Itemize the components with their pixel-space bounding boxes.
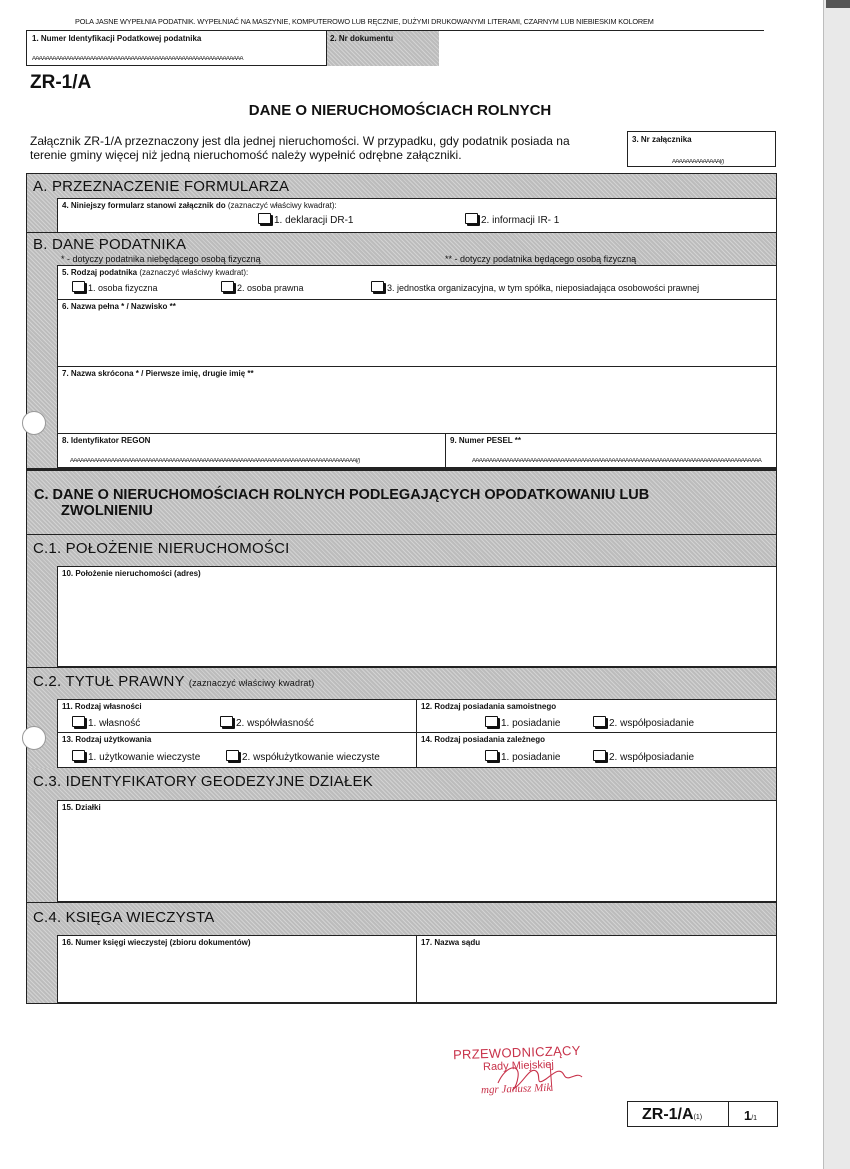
footer-code-group	[642, 1106, 702, 1124]
note-natural: ** - dotyczy podatnika będącego osobą fizyczną	[445, 254, 637, 264]
option-org-unit-label: 3. jednostka organizacyjna, w tym spółka, nieposiadająca osobowości prawnej	[387, 283, 700, 293]
option-co-ownership-label: 2. współwłasność	[236, 718, 314, 729]
field-14	[416, 732, 777, 768]
scan-mark	[826, 0, 850, 8]
option-ir1-label: 2. informacji IR- 1	[481, 215, 560, 226]
field-4	[57, 198, 777, 233]
nip-fill: AAAAAAAAAAAAAAAAAAAAAAAAAAAAAAAAAAAAAAAAAAAAAAAAAAAAAAAAAAAAAA	[32, 56, 243, 62]
signature	[490, 1057, 600, 1097]
field-9-pesel[interactable]	[445, 433, 777, 468]
section-c2-title	[33, 673, 315, 690]
field-10-location[interactable]	[57, 566, 777, 667]
field-5	[57, 265, 777, 300]
attachment-no-fill: AAAAAAAAAAAAAA(/)	[672, 159, 724, 165]
field-8-regon[interactable]	[57, 433, 446, 468]
option-co-ownership[interactable]	[220, 716, 314, 729]
field-16-land-register[interactable]	[57, 935, 417, 1003]
nip-label: 1. Numer Identyfikacji Podatkowej podatnika	[32, 34, 202, 43]
option-org-unit[interactable]	[371, 281, 699, 293]
field-9-fill: AAAAAAAAAAAAAAAAAAAAAAAAAAAAAAAAAAAAAAAAAAAAAAAAAAAAAAAAAAAAAAAAAAAAAAAAAAAAAAAAAAAAA	[472, 458, 762, 464]
option-legal-person[interactable]	[221, 281, 304, 293]
punch-hole	[22, 411, 46, 435]
option-natural-person[interactable]	[72, 281, 158, 293]
option-dr1[interactable]	[258, 213, 353, 226]
checkbox-icon[interactable]	[72, 716, 85, 727]
note-non-natural: * - dotyczy podatnika niebędącego osobą fizyczną	[61, 254, 261, 264]
footer-code: ZR-1/A	[642, 1106, 694, 1123]
footer-code-box	[627, 1101, 778, 1127]
field-9-label: 9. Numer PESEL **	[450, 436, 521, 445]
field-12	[416, 699, 777, 733]
option-natural-person-label: 1. osoba fizyczna	[88, 283, 158, 293]
field-6-name[interactable]	[57, 299, 777, 367]
option-perpetual-usufruct[interactable]	[72, 750, 200, 763]
section-a-title: A. PRZEZNACZENIE FORMULARZA	[33, 178, 290, 195]
footer-code-sub: (1)	[693, 1114, 703, 1121]
field-13	[57, 732, 417, 768]
checkbox-icon[interactable]	[221, 281, 234, 292]
section-c3-title: C.3. IDENTYFIKATORY GEODEZYJNE DZIAŁEK	[33, 773, 373, 790]
form-title: DANE O NIERUCHOMOŚCIACH ROLNYCH	[248, 102, 552, 119]
field-5-hint: (zaznaczyć właściwy kwadrat):	[139, 268, 249, 277]
section-c1-title: C.1. POŁOŻENIE NIERUCHOMOŚCI	[33, 540, 290, 557]
checkbox-icon[interactable]	[258, 213, 271, 224]
footer-page-sub: /1	[751, 1115, 758, 1122]
checkbox-icon[interactable]	[371, 281, 384, 292]
field-14-label: 14. Rodzaj posiadania zależnego	[421, 735, 546, 744]
field-13-label: 13. Rodzaj użytkowania	[62, 735, 152, 744]
field-5-label-text: 5. Rodzaj podatnika	[62, 268, 138, 277]
intro-line-1: Załącznik ZR-1/A przeznaczony jest dla jednej nieruchomości. W przypadku, gdy podatnik posiada na	[30, 134, 570, 148]
option-co-perpetual-usufruct-label: 2. współużytkowanie wieczyste	[242, 752, 380, 763]
attachment-no-label: 3. Nr załącznika	[632, 135, 692, 144]
field-4-hint: (zaznaczyć właściwy kwadrat):	[227, 201, 337, 210]
checkbox-icon[interactable]	[72, 281, 85, 292]
nip-field[interactable]	[26, 31, 326, 66]
option-ownership[interactable]	[72, 716, 140, 729]
option-possession[interactable]	[485, 716, 561, 729]
punch-hole	[22, 726, 46, 750]
field-8-fill: AAAAAAAAAAAAAAAAAAAAAAAAAAAAAAAAAAAAAAAAAAAAAAAAAAAAAAAAAAAAAAAAAAAAAAAAAAAAAAAAAAAA(/)	[70, 458, 360, 464]
field-10-label: 10. Położenie nieruchomości (adres)	[62, 569, 201, 578]
option-dependent-co-possession-label: 2. współposiadanie	[609, 752, 695, 763]
stamp-line-1: PRZEWODNICZĄCY	[452, 1042, 581, 1063]
footer-page-group	[744, 1107, 757, 1125]
field-16-label: 16. Numer księgi wieczystej (zbioru dokumentów)	[62, 938, 251, 947]
footer-divider	[728, 1102, 729, 1126]
doc-no-field	[326, 31, 439, 66]
option-possession-label: 1. posiadanie	[501, 718, 561, 729]
field-11-label: 11. Rodzaj własności	[62, 702, 142, 711]
checkbox-icon[interactable]	[220, 716, 233, 727]
checkbox-icon[interactable]	[226, 750, 239, 761]
checkbox-icon[interactable]	[72, 750, 85, 761]
field-15-label: 15. Działki	[62, 803, 101, 812]
section-c2-hint: (zaznaczyć właściwy kwadrat)	[188, 678, 315, 688]
header-note: POLA JASNE WYPEŁNIA PODATNIK. WYPEŁNIAĆ NA MASZYNIE, KOMPUTEROWO LUB RĘCZNIE, DUŻYMI DRUKOWANYMI LITERAMI, CZARNYM LUB NIEBIESKIM KOLOREM	[75, 17, 654, 26]
field-7-label: 7. Nazwa skrócona * / Pierwsze imię, drugie imię **	[62, 369, 254, 378]
checkbox-icon[interactable]	[485, 716, 498, 727]
intro-line-2: terenie gminy więcej niż jedną nieruchomość należy wypełnić odrębne załączniki.	[30, 148, 462, 162]
option-dependent-possession[interactable]	[485, 750, 561, 763]
field-17-label: 17. Nazwa sądu	[421, 938, 481, 947]
checkbox-icon[interactable]	[485, 750, 498, 761]
field-4-label-text: 4. Niniejszy formularz stanowi załącznik do	[62, 201, 226, 210]
option-legal-person-label: 2. osoba prawna	[237, 283, 304, 293]
section-c4-title: C.4. KSIĘGA WIECZYSTA	[33, 909, 215, 926]
page-edge	[823, 0, 850, 1169]
field-7-short-name[interactable]	[57, 366, 777, 434]
option-co-perpetual-usufruct[interactable]	[226, 750, 380, 763]
option-dependent-co-possession[interactable]	[593, 750, 694, 763]
option-co-possession[interactable]	[593, 716, 694, 729]
form-code: ZR-1/A	[30, 72, 92, 93]
field-12-label: 12. Rodzaj posiadania samoistnego	[421, 702, 557, 711]
option-dr1-label: 1. deklaracji DR-1	[274, 215, 354, 226]
section-c	[26, 469, 777, 535]
stamp-line-3: mgr Janusz Mik	[480, 1081, 552, 1097]
stamp-line-2: Rady Miejskiej	[482, 1058, 555, 1074]
option-perpetual-usufruct-label: 1. użytkowanie wieczyste	[88, 752, 201, 763]
checkbox-icon[interactable]	[593, 750, 606, 761]
section-c-title-1: C. DANE O NIERUCHOMOŚCIACH ROLNYCH PODLEGAJĄCYCH OPODATKOWANIU LUB	[34, 487, 650, 503]
attachment-no-field[interactable]	[627, 131, 776, 167]
field-15-plots[interactable]	[57, 800, 777, 902]
option-co-possession-label: 2. współposiadanie	[609, 718, 695, 729]
section-c2-title-text: C.2. TYTUŁ PRAWNY	[33, 673, 185, 690]
option-dependent-possession-label: 1. posiadanie	[501, 752, 561, 763]
section-c-title-2: ZWOLNIENIU	[61, 503, 153, 519]
section-b-title: B. DANE PODATNIKA	[33, 236, 187, 253]
field-4-label	[62, 201, 337, 210]
official-stamp	[450, 1043, 610, 1103]
field-17-court[interactable]	[416, 935, 777, 1003]
field-8-label: 8. Identyfikator REGON	[62, 436, 151, 445]
option-ir1[interactable]	[465, 213, 559, 226]
checkbox-icon[interactable]	[593, 716, 606, 727]
doc-no-label: 2. Nr dokumentu	[330, 34, 394, 43]
footer-page: 1	[744, 1108, 752, 1123]
checkbox-icon[interactable]	[465, 213, 478, 224]
field-6-label: 6. Nazwa pełna * / Nazwisko **	[62, 302, 176, 311]
option-ownership-label: 1. własność	[88, 718, 141, 729]
field-11	[57, 699, 417, 733]
field-5-label	[62, 268, 248, 277]
